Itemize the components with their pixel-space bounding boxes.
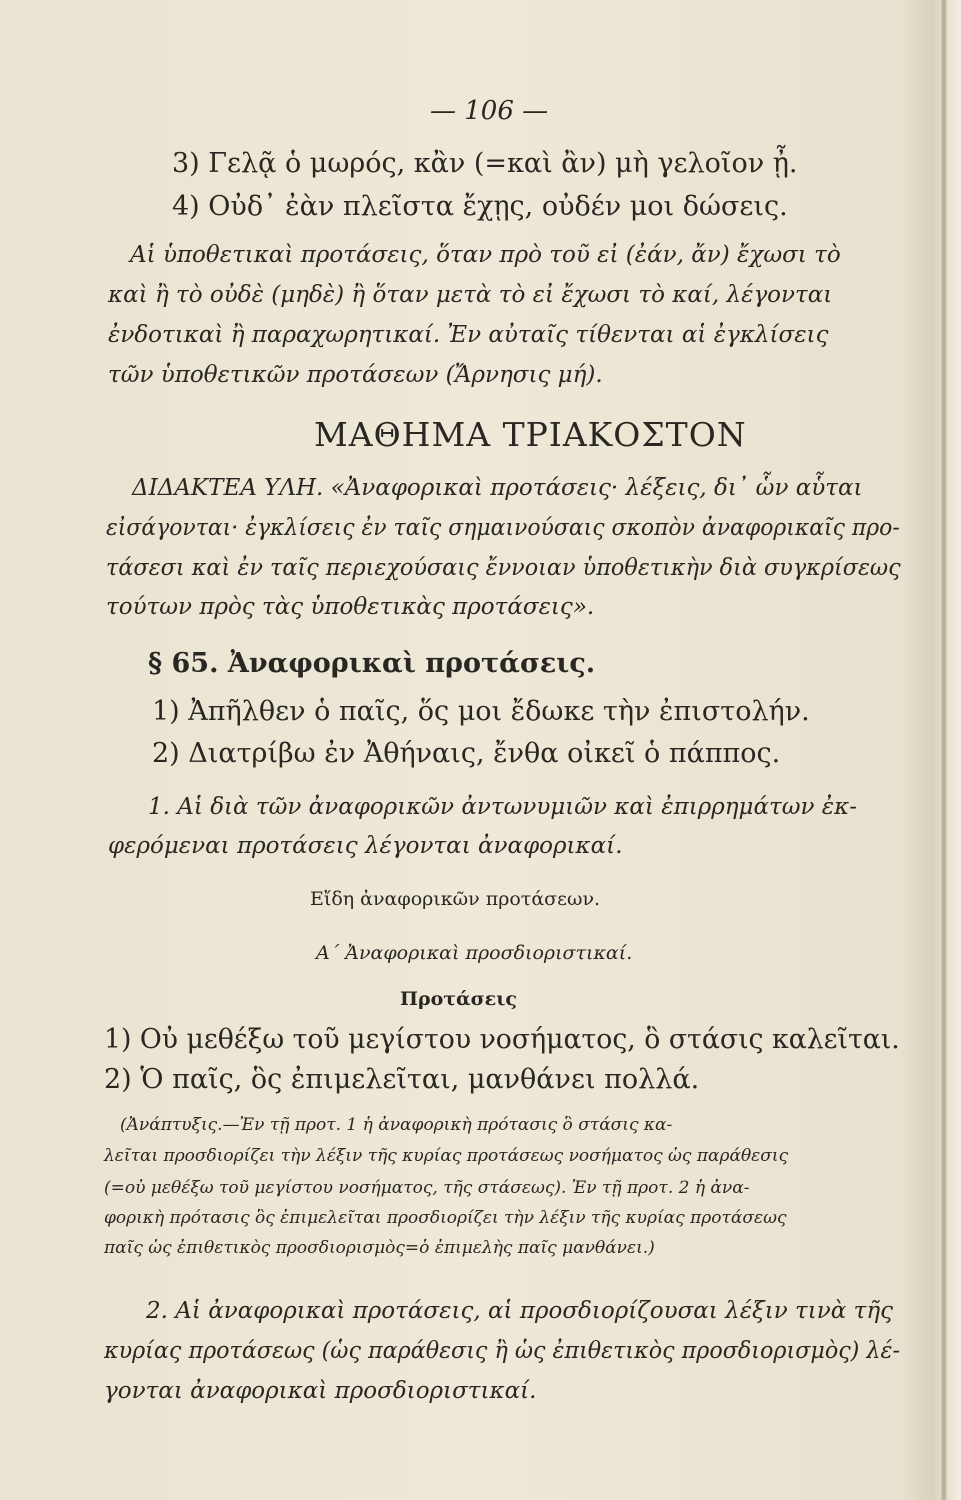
page-number: — 106 — — [430, 96, 549, 126]
paragraph-line: Αἱ ὑποθετικαὶ προτάσεις, ὅταν πρὸ τοῦ εἰ (ἐάν, ἄν) ἔχωσι τὸ — [130, 242, 841, 268]
example-line: 1) Ἀπῆλθεν ὁ παῖς, ὅς μοι ἔδωκε τὴν ἐπιστολήν. — [152, 696, 810, 727]
rule-line: γονται ἀναφορικαὶ προσδιοριστικαί. — [104, 1378, 537, 1404]
types-heading: Εἴδη ἀναφορικῶν προτάσεων. — [310, 888, 601, 910]
teaching-material-line: τούτων πρὸς τὰς ὑποθετικὰς προτάσεις». — [106, 594, 595, 620]
rule-line: φερόμεναι προτάσεις λέγονται ἀναφορικαί. — [108, 833, 623, 859]
example-line: 2) Διατρίβω ἐν Ἀθήναις, ἔνθα οἰκεῖ ὁ πάππος. — [152, 738, 781, 769]
example-line: 4) Οὐδ᾽ ἐὰν πλεῖστα ἔχῃς, οὐδέν μοι δώσεις. — [172, 191, 788, 222]
analysis-line: (Ἀνάπτυξις.—Ἐν τῇ προτ. 1 ἡ ἀναφορικὴ πρότασις ὃ στάσις κα- — [120, 1115, 673, 1135]
book-spine-shadow — [941, 0, 947, 1500]
rule-line: 1. Αἱ διὰ τῶν ἀναφορικῶν ἀντωνυμιῶν καὶ ἐπιρρημάτων ἐκ- — [148, 794, 858, 820]
teaching-material-line: ΔΙΔΑΚΤΕΑ ΥΛΗ. «Ἀναφορικαὶ προτάσεις· λέξεις, δι᾽ ὧν αὗται — [132, 475, 863, 501]
section-title: § 65. Ἀναφορικαὶ προτάσεις. — [148, 648, 596, 679]
teaching-material-line: τάσεσι καὶ ἐν ταῖς περιεχούσαις ἔννοιαν ὑποθετικὴν διὰ συγκρίσεως — [106, 555, 901, 581]
paragraph-line: ἐνδοτικαὶ ἢ παραχωρητικαί. Ἐν αὐταῖς τίθενται αἱ ἐγκλίσεις — [108, 322, 829, 348]
rule-line: κυρίας προτάσεως (ὡς παράθεσις ἢ ὡς ἐπιθετικὸς προσδιορισμὸς) λέ- — [104, 1338, 900, 1364]
sentences-label: Προτάσεις — [400, 988, 517, 1010]
teaching-material-line: εἰσάγονται· ἐγκλίσεις ἐν ταῖς σημαινούσαις σκοπὸν ἀναφορικαῖς προ- — [106, 515, 900, 541]
paragraph-line: τῶν ὑποθετικῶν προτάσεων (Ἄρνησις μή). — [108, 362, 603, 388]
lesson-heading: ΜΑΘΗΜΑ ΤΡΙΑΚΟΣΤΟΝ — [314, 415, 747, 454]
subtype-heading: Α´ Ἀναφορικαὶ προσδιοριστικαί. — [316, 942, 633, 964]
rule-line: 2. Αἱ ἀναφορικαὶ προτάσεις, αἱ προσδιορίζουσαι λέξιν τινὰ τῆς — [146, 1298, 893, 1324]
analysis-line: λεῖται προσδιορίζει τὴν λέξιν τῆς κυρίας προτάσεως νοσήματος ὡς παράθεσις — [104, 1146, 789, 1166]
example-line: 3) Γελᾷ ὁ μωρός, κἂν (=καὶ ἂν) μὴ γελοῖον ᾖ. — [172, 148, 798, 179]
paragraph-line: καὶ ἢ τὸ οὐδὲ (μηδὲ) ἢ ὅταν μετὰ τὸ εἰ ἔχωσι τὸ καί, λέγονται — [108, 282, 833, 308]
example-line: 2) Ὁ παῖς, ὃς ἐπιμελεῖται, μανθάνει πολλά. — [104, 1064, 700, 1095]
analysis-line: παῖς ὡς ἐπιθετικὸς προσδιορισμὸς=ὁ ἐπιμελὴς παῖς μανθάνει.) — [104, 1238, 655, 1258]
analysis-line: (=οὐ μεθέξω τοῦ μεγίστου νοσήματος, τῆς στάσεως). Ἐν τῇ προτ. 2 ἡ ἀνα- — [104, 1178, 750, 1198]
analysis-line: φορικὴ πρότασις ὃς ἐπιμελεῖται προσδιορίζει τὴν λέξιν τῆς κυρίας προτάσεως — [104, 1208, 787, 1228]
example-line: 1) Οὐ μεθέξω τοῦ μεγίστου νοσήματος, ὃ στάσις καλεῖται. — [104, 1024, 900, 1055]
